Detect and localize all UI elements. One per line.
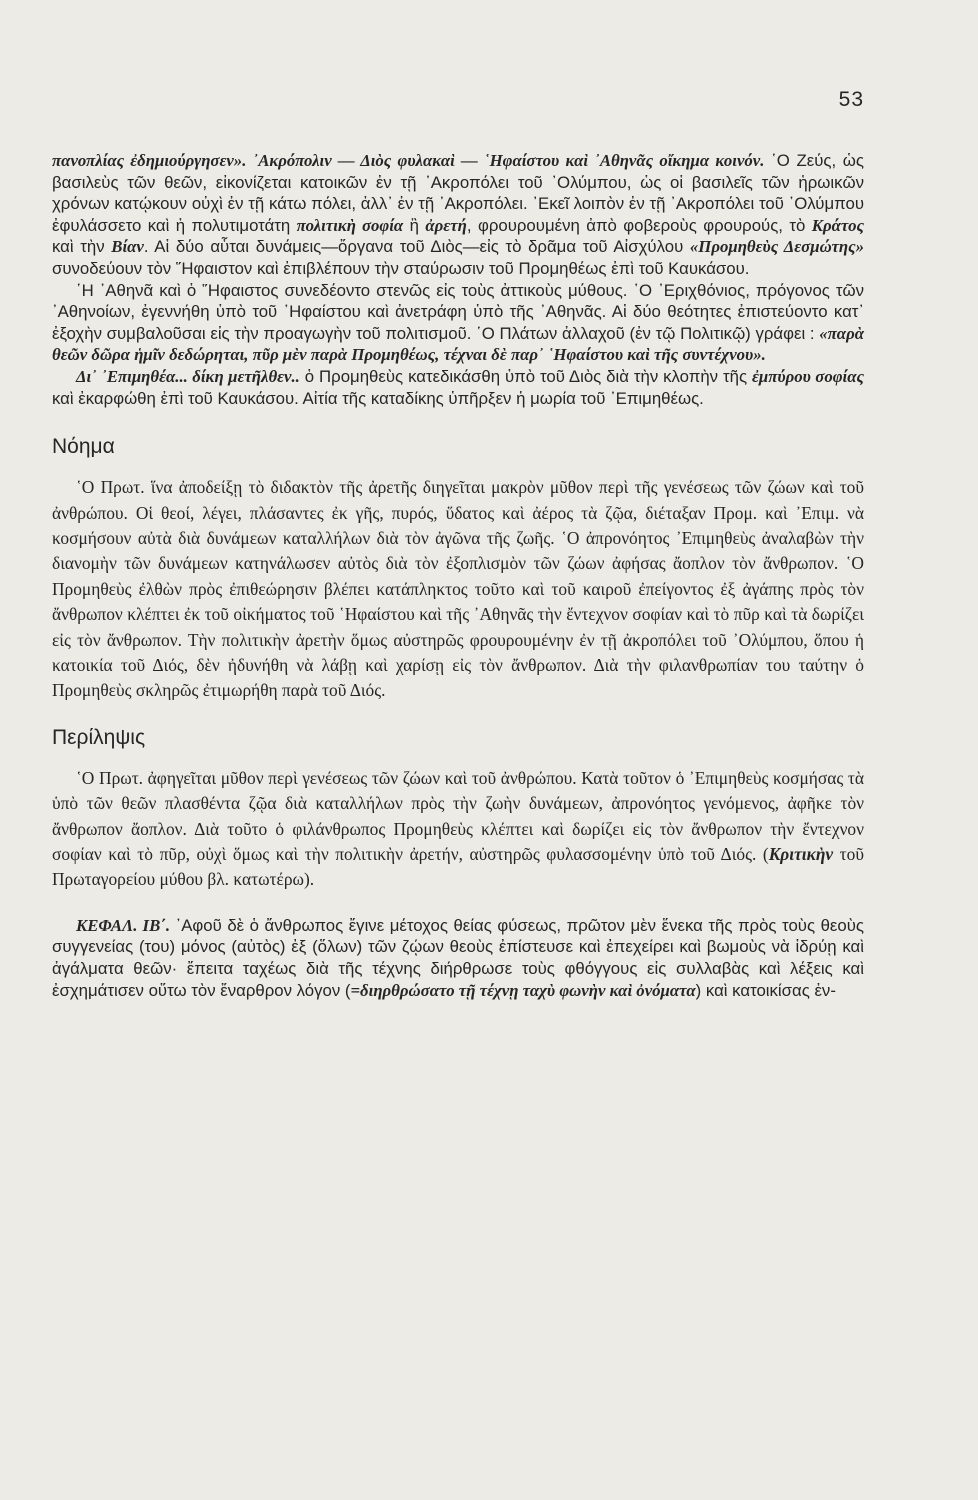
emphasized-text: «παρὰ θεῶν δῶρα ἡμῖν δεδώρηται, πῦρ μὲν παρὰ Προμηθέως, τέχναι δὲ παρ᾿ ῾Ηφαίστου καὶ τῆς συντέχνου».	[52, 323, 864, 365]
chapter-12-paragraph	[52, 915, 864, 1001]
text-run: ἢ	[403, 215, 426, 235]
section-title-noima: Νόημα	[52, 435, 115, 459]
emphasized-text: Δι᾿ ᾿Επιμηθέα... δίκη μετῆλθεν..	[76, 366, 300, 386]
athena-hephaestus-paragraph	[52, 280, 864, 366]
emphasized-text: Βίαν	[111, 237, 144, 257]
emphasized-text: «Προμηθεὺς Δεσμώτης»	[689, 237, 864, 257]
text-run: , φρουρουμένη ἀπὸ φοβεροὺς φρουρούς, τὸ	[466, 215, 812, 235]
text-run: ῾Ο Ζεύς, ὡς βασιλεὺς τῶν θεῶν, εἰκονίζεται κατοικῶν ἐν τῇ ᾿Ακροπόλει τοῦ ᾿Ολύμπου, ὡς οἱ βασιλεῖς τῶν ἡρωικῶν χρόνων κατῴκουν οὐχὶ ἐν τῇ κάτω πόλει, ἀλλ᾿ ἐν τῇ ᾿Ακροπόλει. ᾿Εκεῖ λοιπὸν ἐν τῇ ᾿Ακροπόλει τοῦ ᾿Ολύμπου ἐφυλάσσετο καὶ ἡ πολυτιμοτάτη	[52, 151, 864, 235]
text-run: ῾Η ᾿Αθηνᾶ καὶ ὁ ῞Ηφαιστος συνεδέοντο στενῶς εἰς τοὺς ἀττικοὺς μύθους. ῾Ο ᾿Εριχθόνιος, πρόγονος τῶν ᾿Αθηνοίων, ἐγεννήθη ὑπὸ τοῦ ῾Ηφαίστου καὶ ἀνετράφη ὑπὸ τῆς ᾿Αθηνᾶς. Αἱ δύο θεότητες ἐπιστεύοντο κατ᾿ ἐξοχὴν συμβαλοῦσαι εἰς τὴν προαγωγὴν τοῦ πολιτισμοῦ. ῾Ο Πλάτων ἀλλαχοῦ (ἐν τῷ Πολιτικῷ) γράφει :	[52, 280, 864, 343]
emphasized-text: ἀρετή	[425, 215, 467, 235]
emphasized-text: Κράτος	[811, 215, 864, 235]
chapter-label: ΚΕΦΑΛ. ΙΒ΄.	[76, 915, 171, 935]
chapter-text	[52, 916, 864, 1000]
epimetheus-paragraph	[52, 366, 864, 409]
intro-paragraph	[52, 150, 864, 280]
section-title-perilipsis: Περίληψις	[52, 725, 146, 749]
page-content	[52, 150, 864, 1001]
perilipsis-paragraph	[52, 766, 864, 893]
emphasized-text: =διηρθρώσατο τῇ τέχνῃ ταχὺ φωνὴν καὶ ὀνόματα	[350, 980, 696, 1000]
emphasized-text: πανοπλίας ἐδημιούργησεν». ᾿Ακρόπολιν — Διὸς φυλακαὶ — ῾Ηφαίστου καὶ ᾿Αθηνᾶς οἴκημα κοινόν.	[52, 151, 765, 170]
text-run: ῾Ο Πρωτ. ἀφηγεῖται μῦθον περὶ γενέσεως τῶν ζώων καὶ τοῦ ἀνθρώπου. Κατὰ τοῦτον ὁ ᾿Επιμηθεὺς κοσμήσας τὰ ὑπὸ τῶν θεῶν πλασθέντα ζῷα διὰ καταλλήλων πρὸς τὴν ζωὴν δυνάμεων, ἀπρονόητος γενόμενος, ἀφῆκε τὸν ἄνθρωπον ἄοπλον. Διὰ τοῦτο ὁ φιλάνθρωπος Προμηθεὺς κλέπτει καὶ δωρίζει εἰς τὸν ἄνθρωπον τὴν ἔντεχνον σοφίαν καὶ τὸ πῦρ, οὐχὶ ὅμως καὶ τὴν πολιτικὴν ἀρετήν, αὐστηρῶς φυλασσομένην ὑπὸ τοῦ Διός. (	[52, 767, 864, 864]
text-run: ὁ Προμηθεὺς κατεδικάσθη ὑπὸ τοῦ Διὸς διὰ τὴν κλοπὴν τῆς	[299, 366, 752, 386]
text-run: καὶ ἐκαρφώθη ἐπὶ τοῦ Καυκάσου. Αἰτία τῆς καταδίκης ὑπῆρξεν ἡ μωρία τοῦ ᾿Επιμηθέως.	[52, 388, 704, 408]
emphasized-text: πολιτικὴ σοφία	[296, 215, 404, 235]
page-number: 53	[838, 88, 864, 111]
text-run: τοῦ Πρωταγορείου μύθου βλ. κατωτέρω).	[52, 844, 864, 890]
noima-paragraph: ῾Ο Πρωτ. ἵνα ἀποδείξῃ τὸ διδακτὸν τῆς ἀρετῆς διηγεῖται μακρὸν μῦθον περὶ τῆς γενέσεως τῶν ζώων καὶ τοῦ ἀνθρώπου. Οἱ θεοί, λέγει, πλάσαντες ἐκ γῆς, πυρός, ὕδατος καὶ ἀέρος τὰ ζῷα, διέταξαν Προμ. καὶ ᾿Επιμ. νὰ κοσμήσουν αὐτὰ διὰ δυνάμεων καταλλήλων διὰ τὸν ἀγῶνα τῆς ζωῆς. ῾Ο ἀπρονόητος ᾿Επιμηθεὺς ἀναλαβὼν τὴν διανομὴν τῶν δυνάμεων κατηνάλωσεν αὐτὸς διὰ τὸν ἐξοπλισμὸν τῶν ζώων ἀφήσας ἄοπλον τὸν ἄνθρωπον. ῾Ο Προμηθεὺς ἐλθὼν πρὸς ἐπιθεώρησιν βλέπει κατάπληκτος τοῦτο καὶ τοῦ καιροῦ ἐπείγοντος ἐξ ἀγάπης πρὸς τὸν ἄνθρωπον κλέπτει ἐκ τοῦ οἰκήματος τοῦ ῾Ηφαίστου καὶ τῆς ᾿Αθηνᾶς τὴν ἔντεχνον σοφίαν καὶ τὸ πῦρ καὶ τὰ δωρίζει εἰς τὸν ἄνθρωπον. Τὴν πολιτικὴν ἀρετὴν ὅμως αὐστηρῶς φρουρουμένην ἐν τῇ ἀκροπόλει τοῦ ᾿Ολύμπου, ὅπου ἡ κατοικία τοῦ Διός, δὲν ἠδυνήθη νὰ λάβῃ καὶ χαρίσῃ εἰς τὸν ἄνθρωπον. Διὰ τὴν φιλανθρωπίαν του ταύτην ὁ Προμηθεὺς σκληρῶς ἐτιμωρήθη παρὰ τοῦ Διός.	[52, 477, 864, 701]
text-run: . Αἱ δύο αὗται δυνάμεις—ὄργανα τοῦ Διὸς—εἰς τὸ δρᾶμα τοῦ Αἰσχύλου	[143, 237, 690, 257]
text-run: καὶ τὴν	[52, 237, 112, 257]
text-run: συνοδεύουν τὸν ῞Ηφαιστον καὶ ἐπιβλέπουν τὴν σταύρωσιν τοῦ Προμηθέως ἐπὶ τοῦ Καυκάσου.	[52, 258, 750, 278]
emphasized-text: ἐμπύρου σοφίας	[751, 366, 864, 386]
emphasized-text: Κριτικὴν	[768, 844, 834, 864]
text-run: ) καὶ κατοικίσας ἐν-	[695, 980, 836, 1000]
text-run: ᾿Αφοῦ δὲ ὁ ἄνθρωπος ἔγινε μέτοχος θείας φύσεως, πρῶτον μὲν ἕνεκα τῆς πρὸς τοὺς θεοὺς συγγενείας (του) μόνος (αὐτὸς) ἐξ (ὅλων) τῶν ζῴων θεοὺς ἐπίστευσε καὶ ἐπεχείρει καὶ βωμοὺς νὰ ἱδρύῃ καὶ ἀγάλματα θεῶν· ἔπειτα ταχέως διὰ τῆς τέχνης διήρθρωσε τοὺς φθόγγους εἰς συλλαβὰς καὶ λέξεις καὶ ἐσχημάτισεν οὕτω τὸν ἔναρθρον λόγον (	[52, 915, 864, 1000]
